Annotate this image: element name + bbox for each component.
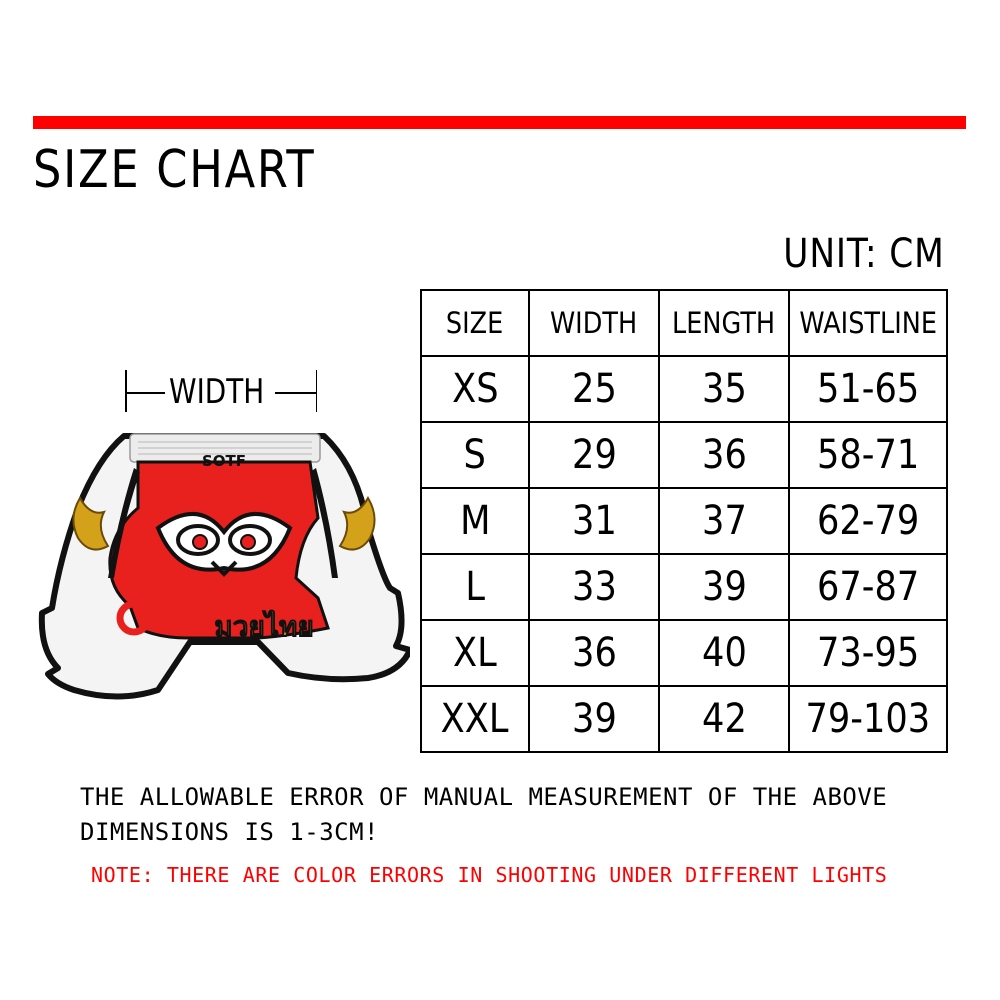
table-row (421, 356, 947, 422)
cell-waistline: 58-71 (789, 422, 947, 488)
width-marker-left-tick (125, 370, 127, 412)
cell-size: M (421, 488, 529, 554)
cell-length: 37 (659, 488, 789, 554)
width-marker-left-line (125, 392, 165, 394)
cell-size: L (421, 554, 529, 620)
width-measure-marker (125, 370, 317, 412)
table-row (421, 554, 947, 620)
cell-waistline: 51-65 (789, 356, 947, 422)
width-marker-right-line (275, 392, 317, 394)
width-marker-right-tick (316, 370, 318, 412)
table-row (421, 620, 947, 686)
cell-length: 35 (659, 356, 789, 422)
cell-waistline: 67-87 (789, 554, 947, 620)
cell-waistline: 62-79 (789, 488, 947, 554)
table-header-row (421, 290, 947, 356)
cell-waistline: 79-103 (789, 686, 947, 752)
shorts-brand-text: SOTF (201, 452, 247, 470)
cell-length: 36 (659, 422, 789, 488)
cell-size: S (421, 422, 529, 488)
shorts-illustration (38, 428, 410, 710)
shorts-script-text: มวยไทย (214, 610, 314, 643)
measurement-error-note: THE ALLOWABLE ERROR OF MANUAL MEASUREMENT OF THE ABOVE DIMENSIONS IS 1-3CM! (80, 783, 888, 846)
cell-width: 39 (529, 686, 659, 752)
header-length: LENGTH (659, 290, 789, 356)
cell-waistline: 73-95 (789, 620, 947, 686)
width-marker-label: WIDTH (169, 372, 265, 412)
header-waistline: WAISTLINE (789, 290, 947, 356)
cell-size: XXL (421, 686, 529, 752)
page-title: SIZE CHART (33, 140, 316, 200)
cell-size: XL (421, 620, 529, 686)
unit-label: UNIT: CM (783, 231, 945, 277)
header-width: WIDTH (529, 290, 659, 356)
cell-width: 25 (529, 356, 659, 422)
cell-width: 36 (529, 620, 659, 686)
size-table (420, 289, 948, 753)
cell-length: 42 (659, 686, 789, 752)
table-row (421, 422, 947, 488)
cell-width: 33 (529, 554, 659, 620)
cell-length: 40 (659, 620, 789, 686)
cell-size: XS (421, 356, 529, 422)
top-red-rule (33, 116, 966, 129)
color-error-note: NOTE: THERE ARE COLOR ERRORS IN SHOOTING UNDER DIFFERENT LIGHTS (91, 863, 888, 887)
cell-width: 29 (529, 422, 659, 488)
table-row (421, 686, 947, 752)
table-row (421, 488, 947, 554)
header-size: SIZE (421, 290, 529, 356)
cell-length: 39 (659, 554, 789, 620)
cell-width: 31 (529, 488, 659, 554)
